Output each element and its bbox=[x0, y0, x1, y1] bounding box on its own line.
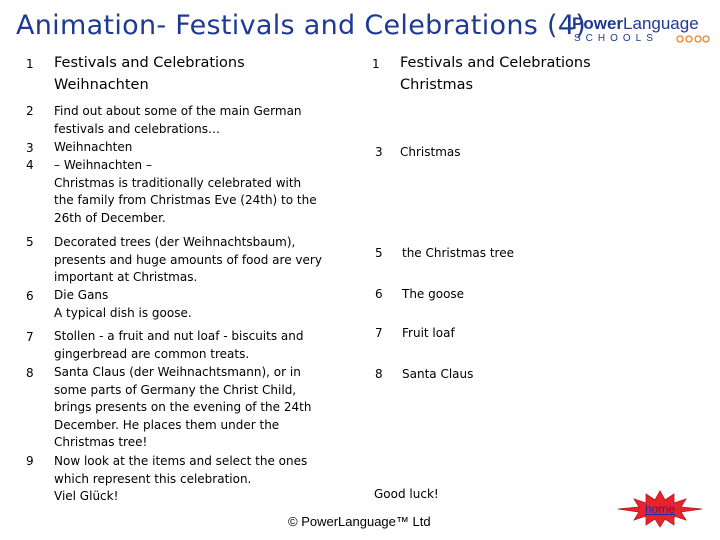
text-line: Christmas bbox=[400, 77, 474, 93]
right-step-text bbox=[402, 245, 514, 263]
text-line: Good luck! bbox=[374, 487, 439, 501]
logo-schools: SCHOOLS bbox=[574, 33, 658, 44]
left-step-text bbox=[54, 157, 317, 227]
good-luck-text bbox=[374, 486, 439, 504]
text-line: presents and huge amounts of food are very bbox=[54, 252, 322, 267]
left-step-text bbox=[54, 139, 132, 157]
text-line: The goose bbox=[402, 287, 465, 301]
left-step-number: 8 bbox=[26, 366, 34, 380]
left-step-text bbox=[54, 103, 302, 138]
right-step-number: 7 bbox=[375, 326, 383, 340]
right-step-number: 3 bbox=[375, 145, 383, 159]
text-line: Decorated trees (der Weihnachtsbaum), bbox=[54, 235, 296, 249]
text-line: the family from Christmas Eve (24th) to the bbox=[54, 193, 317, 207]
logo-word-power: Power bbox=[572, 14, 624, 33]
left-step-number: 5 bbox=[26, 235, 34, 249]
left-step-number: 3 bbox=[26, 141, 34, 155]
left-step-number: 1 bbox=[26, 57, 34, 71]
logo-wordmark bbox=[572, 14, 699, 34]
text-line: 26th of December. bbox=[54, 210, 166, 225]
text-line: important at Christmas. bbox=[54, 270, 198, 284]
text-line: Now look at the items and select the ones bbox=[54, 454, 308, 468]
left-step-text bbox=[54, 453, 307, 506]
left-step-number: 2 bbox=[26, 104, 34, 118]
text-line: Weihnachten bbox=[54, 77, 149, 93]
text-line: gingerbread are common treats. bbox=[54, 346, 250, 361]
left-step-text bbox=[54, 234, 322, 287]
logo-dots-icon bbox=[676, 34, 710, 44]
text-line: Santa Claus bbox=[402, 367, 474, 381]
left-step-number: 4 bbox=[26, 158, 34, 172]
right-step-text bbox=[400, 52, 591, 96]
left-step-text bbox=[54, 287, 192, 322]
home-button[interactable] bbox=[616, 490, 704, 528]
left-step-text bbox=[54, 328, 304, 363]
text-line: some parts of Germany the Christ Child, bbox=[54, 382, 297, 397]
right-step-text bbox=[400, 144, 461, 162]
text-line: Stollen - a fruit and nut loaf - biscuits and bbox=[54, 329, 304, 343]
right-step-text bbox=[402, 325, 455, 343]
text-line: – Weihnachten – bbox=[54, 158, 152, 172]
home-label: home bbox=[644, 502, 676, 516]
text-line: A typical dish is goose. bbox=[54, 305, 192, 320]
left-step-text bbox=[54, 52, 245, 96]
right-step-number: 6 bbox=[375, 287, 383, 301]
text-line: December. He places them under the bbox=[54, 417, 280, 432]
text-line: Christmas is traditionally celebrated with bbox=[54, 175, 302, 190]
powerlanguage-logo bbox=[572, 14, 712, 48]
text-line: Santa Claus (der Weihnachtsmann), or in bbox=[54, 365, 301, 379]
right-step-number: 5 bbox=[375, 246, 383, 260]
right-step-text bbox=[402, 286, 464, 304]
copyright-footer: © PowerLanguage™ Ltd bbox=[288, 514, 431, 529]
text-line: Festivals and Celebrations bbox=[400, 55, 591, 71]
logo-word-language: Language bbox=[623, 14, 699, 33]
text-line: the Christmas tree bbox=[402, 246, 514, 260]
text-line: Fruit loaf bbox=[402, 326, 455, 340]
text-line: Find out about some of the main German bbox=[54, 104, 302, 118]
text-line: Weihnachten bbox=[54, 140, 133, 154]
right-step-text bbox=[402, 366, 473, 384]
text-line: festivals and celebrations… bbox=[54, 121, 220, 136]
right-step-number: 1 bbox=[372, 57, 380, 71]
text-line: Viel Glück! bbox=[54, 489, 119, 503]
left-step-number: 6 bbox=[26, 289, 34, 303]
right-step-number: 8 bbox=[375, 367, 383, 381]
text-line: Christmas tree! bbox=[54, 435, 148, 449]
text-line: which represent this celebration. bbox=[54, 471, 252, 486]
text-line: Festivals and Celebrations bbox=[54, 55, 245, 71]
text-line: Die Gans bbox=[54, 288, 109, 302]
page-title: Animation- Festivals and Celebrations (4) bbox=[16, 10, 587, 41]
text-line: Christmas bbox=[400, 145, 461, 159]
left-step-text bbox=[54, 364, 311, 452]
text-line: brings presents on the evening of the 24th bbox=[54, 400, 312, 414]
left-step-number: 7 bbox=[26, 330, 34, 344]
left-step-number: 9 bbox=[26, 454, 34, 468]
